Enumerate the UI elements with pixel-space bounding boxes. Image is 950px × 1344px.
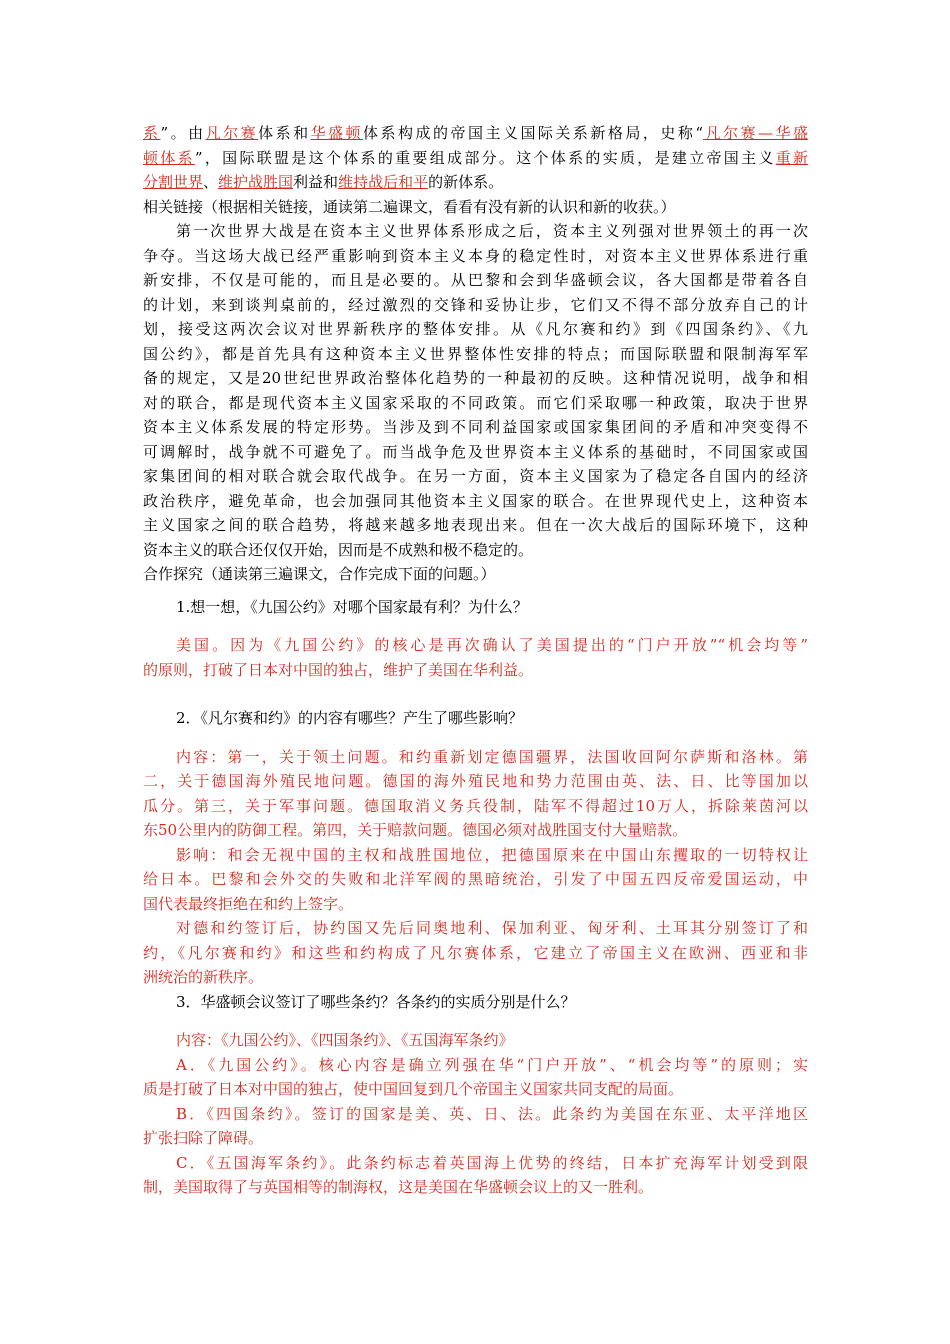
text-line: 可调解时，战争就不可避免了。而当战争危及世界资本主义体系的基础时，不同国家或国 <box>143 442 808 461</box>
text-line: 给日本。巴黎和会外交的失败和北洋军阀的黑暗统治，引发了中国五四反帝爱国运动，中 <box>143 870 808 888</box>
text-line: 东50公里内的防御工程。第四，关于赔款问题。德国必须对战胜国支付大量赔款。 <box>143 821 688 839</box>
answer-1 <box>143 633 808 682</box>
text-line: 的计划，来到谈判桌前的，经过激烈的交锋和妥协让步，它们又不得不部分放弃自己的计 <box>143 295 808 314</box>
text-line: 质是打破了日本对中国的独占，使中国回复到几个帝国主义国家共同支配的局面。 <box>143 1080 684 1098</box>
text-line: 洲统治的新秩序。 <box>143 968 264 986</box>
intro-line-2: 顿体系”，国际联盟是这个体系的重要组成部分。这个体系的实质，是建立帝国主义重新 <box>143 148 808 167</box>
answer-3 <box>143 1028 808 1200</box>
text-line: 新安排，不仅是可能的，而且是必要的。从巴黎和会到华盛顿会议，各大国都是带着各自 <box>143 271 808 289</box>
text-line: 家集团间的相对联合就会取代战争。在另一方面，资本主义国家为了稳定各自国内的经济 <box>143 467 808 485</box>
text-line: 划，接受这两次会议对世界新秩序的整体安排。从《凡尔赛和约》到《四国条约》、《九 <box>143 320 808 338</box>
question-2: 2．《凡尔赛和约》的内容有哪些？产生了哪些影响？ <box>176 709 524 727</box>
text-line: 对的联合，都是现代资本主义国家采取的不同政策。而它们采取哪一种政策，取决于世界 <box>143 393 808 412</box>
text-line: A．《九国公约》。核心内容是确立列强在华“门户开放”、“机会均等”的原则；实 <box>176 1055 808 1074</box>
coop-heading: 合作探究（通读第三遍课文，合作完成下面的问题。） <box>143 565 496 583</box>
text-line: 二，关于德国海外殖民地问题。德国的海外殖民地和势力范围由英、法、日、比等国加以 <box>143 772 808 790</box>
text-line: 对德和约签订后，协约国又先后同奥地利、保加利亚、匈牙利、土耳其分别签订了和 <box>176 919 808 937</box>
question-3: 3．华盛顿会议签订了哪些条约？各条约的实质分别是什么？ <box>176 992 576 1011</box>
keyword: 重新 <box>775 148 808 167</box>
text-line: 制，美国取得了与英国相等的制海权，这是美国在华盛顿会议上的又一胜利。 <box>143 1178 654 1196</box>
text-line: 第一次世界大战是在资本主义世界体系形成之后，资本主义列强对世界领土的再一次 <box>176 222 808 240</box>
keyword: 维持战后和平 <box>338 173 429 191</box>
text-line: 扩张扫除了障碍。 <box>143 1129 264 1147</box>
text-line: 的原则，打破了日本对中国的独占，维护了美国在华利益。 <box>143 660 534 679</box>
related-paragraph <box>143 219 808 562</box>
question-1: 1.想一想，《九国公约》对哪个国家最有利？为什么？ <box>176 597 528 616</box>
text-line: 资本主义的联合还仅仅开始，因而是不成熟和极不稳定的。 <box>143 540 534 559</box>
text-line: 影响：和会无视中国的主权和战胜国地位，把德国原来在中国山东攫取的一切特权让 <box>176 845 808 864</box>
text-line: 内容：第一，关于领土问题。和约重新划定德国疆界，法国收回阿尔萨斯和洛林。第 <box>176 747 808 766</box>
text-line: 资本主义体系发展的特定形势。当涉及到不同利益国家或国家集团间的矛盾和冲突变得不 <box>143 418 808 436</box>
text-line: B．《四国条约》。签订的国家是美、英、日、法。此条约为美国在东亚、太平洋地区 <box>176 1104 808 1123</box>
keyword: 分割世界 <box>143 173 204 191</box>
text-line: C．《五国海军条约》。此条约标志着英国海上优势的终结，日本扩充海军计划受到限 <box>176 1153 808 1172</box>
keyword: 维护战胜国 <box>218 173 294 191</box>
text-line: 国代表最终拒绝在和约上签字。 <box>143 894 354 913</box>
text-line: 政治秩序，避免革命，也会加强同其他资本主义国家的联合。在世界现代史上，这种资本 <box>143 491 808 510</box>
answer-2 <box>143 745 808 990</box>
related-heading: 相关链接（根据相关链接，通读第二遍课文，看看有没有新的认识和新的收获。） <box>143 197 676 216</box>
text-line: 争夺。当这场大战已经严重影响到资本主义本身的稳定性时，对资本主义世界体系进行重 <box>143 246 808 265</box>
keyword: 系 <box>143 124 161 142</box>
text-line: 美国。因为《九国公约》的核心是再次确认了美国提出的“门户开放”“机会均等” <box>176 636 808 654</box>
keyword: 凡尔赛 <box>205 124 259 142</box>
text-line: 内容：《九国公约》、《四国条约》、《五国海军条约》 <box>176 1031 514 1049</box>
keyword: 顿体系 <box>143 148 195 167</box>
text-line: 国公约》，都是首先具有这种资本主义世界整体性安排的特点；而国际联盟和限制海军军 <box>143 344 808 363</box>
text-line: 备的规定，又是20世纪世界政治整体化趋势的一种最初的反映。这种情况说明，战争和相 <box>143 369 808 387</box>
keyword: 凡尔赛—华盛 <box>703 124 808 142</box>
intro-line-3: 分割世界、维护战胜国利益和维持战后和平的新体系。 <box>143 173 504 191</box>
text-line: 瓜分。第三，关于军事问题。德国取消义务兵役制，陆军不得超过10万人，拆除莱茵河以 <box>143 796 808 815</box>
text-line: 约，《凡尔赛和约》和这些和约构成了凡尔赛体系，它建立了帝国主义在欧洲、西亚和非 <box>143 943 808 962</box>
document-page <box>143 121 808 1200</box>
text-line: 主义国家之间的联合趋势，将越来越多地表现出来。但在一次大战后的国际环境下，这种 <box>143 516 808 534</box>
intro-line-1: 系”。由凡尔赛体系和华盛顿体系构成的帝国主义国际关系新格局，史称“凡尔赛—华盛 <box>143 124 808 142</box>
keyword: 华盛顿 <box>310 124 364 142</box>
